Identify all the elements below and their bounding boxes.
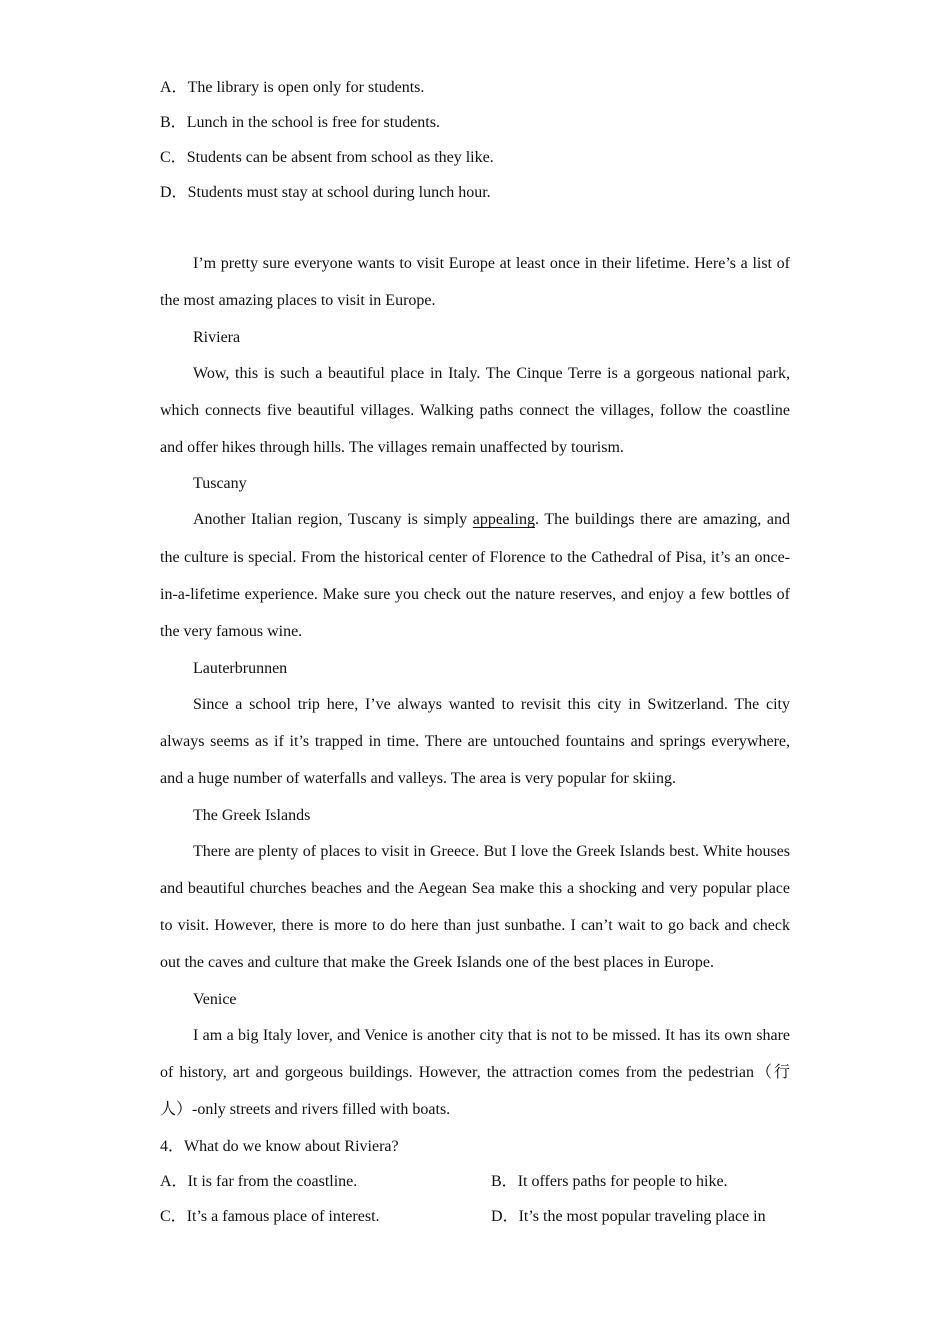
q4-option-b: B．It offers paths for people to hike. (491, 1172, 728, 1190)
section-body-riviera: Wow, this is such a beautiful place in Italy. The Cinque Terre is a gorgeous national park, which connects five beautiful villages. Walking paths connect the villages, follow the coastline and offer hikes through hills. The villages remain unaffected by tourism. (160, 364, 790, 457)
section-body-tuscany: Another Italian region, Tuscany is simply appealing. The buildings there are amazing, and the culture is special. From the historical center of Florence to the Cathedral of Pisa, it’s an once-in-a-lifetime experience. Make sure you check out the nature reserves, and enjoy a few bottles of the very famous wine. (160, 511, 790, 641)
q4-option-d: D．It’s the most popular traveling place in (491, 1207, 766, 1225)
document-page (160, 70, 790, 1234)
spacer (160, 210, 790, 245)
prev-option-b: B．Lunch in the school is free for students. (160, 114, 440, 131)
options-row-2 (160, 1199, 790, 1234)
q4-option-c: C．It’s a famous place of interest. (160, 1207, 380, 1225)
underlined-word: appealing (472, 511, 535, 529)
section-body-greek-islands: There are plenty of places to visit in Greece. But I love the Greek Islands best. White houses and beautiful churches beaches and the Aegean Sea make this a shocking and very popular place to visit. However, there is more to do here than just sunbathe. I can’t wait to go back and check out the caves and culture that make the Greek Islands one of the best places in Europe. (160, 842, 790, 972)
section-heading-riviera: Riviera (193, 328, 241, 346)
section-body-venice: I am a big Italy lover, and Venice is another city that is not to be missed. It has its own share of history, art and gorgeous buildings. However, the attraction comes from the pedestrian（行人）-only streets and rivers filled with boats. (160, 1026, 790, 1119)
question-4: 4．What do we know about Riviera? (160, 1137, 399, 1155)
section-heading-tuscany: Tuscany (193, 475, 247, 493)
section-body-lauterbrunnen: Since a school trip here, I’ve always wanted to revisit this city in Switzerland. The city always seems as if it’s trapped in time. There are untouched fountains and springs everywhere, and a huge number of waterfalls and valleys. The area is very popular for skiing. (160, 695, 790, 788)
q4-option-a: A．It is far from the coastline. (160, 1172, 358, 1190)
section-heading-venice: Venice (193, 990, 237, 1008)
options-row-1 (160, 1164, 790, 1199)
prev-option-a: A．The library is open only for students. (160, 79, 425, 96)
section-heading-greek-islands: The Greek Islands (193, 806, 311, 824)
prev-option-c: C．Students can be absent from school as they like. (160, 149, 494, 166)
passage-intro: I’m pretty sure everyone wants to visit Europe at least once in their lifetime. Here’s a list of the most amazing places to visit in Europe. (160, 255, 790, 310)
section-heading-lauterbrunnen: Lauterbrunnen (193, 659, 288, 677)
prev-option-d: D．Students must stay at school during lunch hour. (160, 184, 491, 201)
